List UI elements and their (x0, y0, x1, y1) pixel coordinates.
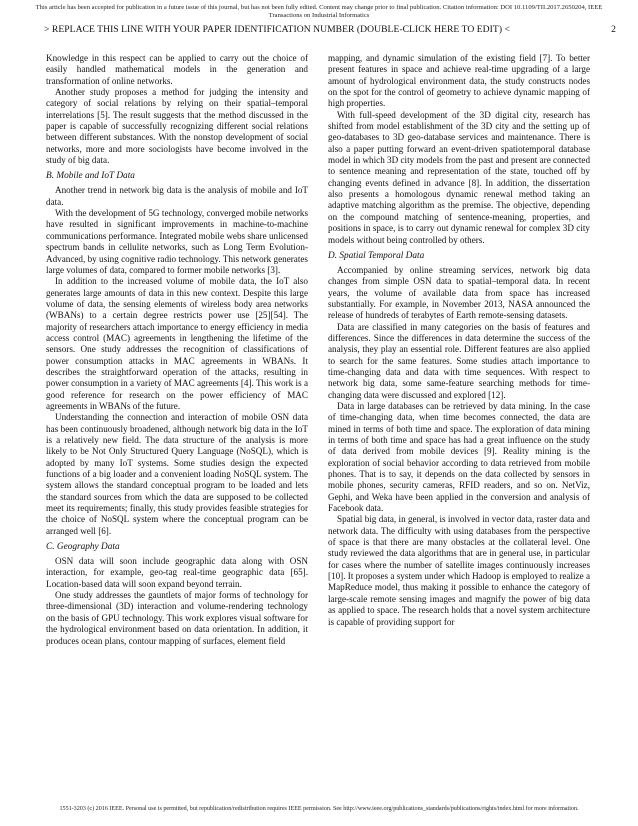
publication-notice-line-2: Transactions on Industrial Informatics (268, 12, 370, 20)
paragraph: One study addresses the gauntlets of major forms of technology for three-dimensional (3D) interaction and volume-rendering technology on the basis of GPU technology. This work explores visual software for the hydrological environment based on data orientation. In addition, it produces ocean plans, contour mapping of surfaces, element field (46, 590, 308, 646)
paragraph: mapping, and dynamic simulation of the existing field [7]. To better present features in space and achieve real-time upgrading of a large amount of hydrological environment data, the study constructs nodes on the spot for the control of geometry to achieve dynamic mapping of high properties. (328, 53, 590, 109)
paragraph: Spatial big data, in general, is involved in vector data, raster data and network data. The difficulty with using databases from the perspective of space is that there are many obstacles at the collateral level. One study reviewed the data algorithms that are in general use, in particular for cases where the number of satellite images continuously increases [10]. It proposes a system under which Hadoop is employed to realize a MapReduce model, thus making it possible to enhance the category of large-scale remote sensing images and magnify the power of big data as applied to space. The research holds that a novel system architecture is capable of providing support for (328, 514, 590, 627)
running-header (44, 24, 616, 35)
section-heading-geography: C. Geography Data (46, 542, 120, 553)
paragraph: With the development of 5G technology, converged mobile networks have resulted in significant improvements in machine-to-machine communications performance. Integrated mobile webs share unlicensed spectrum bands in cellulite networks, such as Long Term Evolution-Advanced, by using cognitive radio technology. This network generates large volumes of data, compared to former mobile networks [3]. (46, 208, 308, 275)
right-column (328, 53, 590, 628)
paragraph: OSN data will soon include geographic data along with OSN interaction, for example, geo-tag real-time geographic data [65]. Location-based data will soon expand beyond terrain. (46, 556, 308, 589)
page-number: 2 (611, 24, 616, 35)
paragraph: Knowledge in this respect can be applied to carry out the choice of easily handled mathematical models in the generation and transformation of online networks. (46, 53, 308, 86)
paragraph: With full-speed development of the 3D digital city, research has shifted from model establishment of the 3D city and the setting up of geo-databases to 3D geo-database services and maintenance. There is also a paper putting forward an event-driven spatiotemporal database model in which 3D city models from the past and present are connected to sentence meaning and representation of the state, touched off by changing events defined in advance [8]. In addition, the dissertation also presents a homologous dynamic renewal method taking an adaptive matching algorithm as the premise. The objective, depending on the compound matching of sentence-meaning, properties, and positions in space, is to carry out dynamic renewal for complex 3D city models without being controlled by others. (328, 109, 591, 245)
paragraph: In addition to the increased volume of mobile data, the IoT also generates large amounts of data in this new context. Despite this large volume of data, the sensing elements of wireless body area networks (WBANs) to a certain degree restricts power use [25][54]. The majority of researchers attach importance to energy efficiency in media access control (MAC) agreements in lengthening the lifetime of the sensors. One study addresses the recognition of classifications of power consumption attacks in MAC agreements in WBANs. It describes the straightforward operation of the attacks, resulting in power consumption in a variety of MAC agreements [4]. This work is a good reference for research on the power efficiency of MAC agreements in WBANs of the future. (46, 276, 308, 411)
publication-notice (20, 4, 618, 20)
paragraph: Data are classified in many categories on the basis of features and differences. Since the differences in data determine the success of the analysis, they play an essential role. Different features are also applied to search for the same features. Some studies attach importance to time-changing data and data with time sequences. With respect to network big data, some same-feature searching methods for time-changing data were discussed and explored [12]. (328, 321, 590, 400)
section-heading-spatial-temporal: D. Spatial Temporal Data (328, 250, 425, 261)
paragraph: Data in large databases can be retrieved by data mining. In the case of time-changing data, when time becomes connected, the data are mined in terms of both time and space. The exploration of data mining in terms of both time and space has had a great influence on the study of data derived from mobile devices [9]. Reality mining is the exploration of social behavior according to data retrieved from mobile phones. That is to say, it depends on the data collected by sensors in mobile phones, security cameras, RFID readers, and so on. NetViz, Gephi, and Weka have been applied in the conversion and analysis of Facebook data. (328, 400, 590, 514)
section-heading-mobile-iot: B. Mobile and IoT Data (46, 171, 135, 182)
publication-notice-line-1: This article has been accepted for publication in a future issue of this journal, but has not been fully edited. Content may change prior to final publication. Citation information: DOI 10.1109/TII.2017.2650204, IEEE (35, 4, 603, 11)
paragraph: Understanding the connection and interaction of mobile OSN data has been continuously broadened, although network big data in the IoT is a relatively new field. The data structure of the analysis is more likely to be Not Only Structured Query Language (NoSQL), which is adopted by many IoT systems. Some studies design the expected functions of a big loader and a convenient loading NoSQL system. The system allows the standard conceptual program to be loaded and lets the standard sources from which the data are supposed to be collected meet its requirements; finally, this study provides feasible strategies for the choice of NoSQL system where the conceptual program can be arranged well [6]. (46, 412, 308, 536)
paragraph: Another study proposes a method for judging the intensity and category of social relations by relying on their spatial–temporal interrelations [5]. The result suggests that the method discussed in the paper is capable of successfully recognizing different social relations between different substances. With the nonstop development of social networks, more and more sociologists have become involved in the study of big data. (46, 87, 308, 166)
paragraph: Accompanied by online streaming services, network big data changes from simple OSN data to spatial–temporal data. In recent years, the volume of available data from space has increased substantially. For example, in November 2013, NASA announced the release of hundreds of terabytes of Earth remote-sensing datasets. (328, 264, 590, 321)
copyright-footer: 1551-3203 (c) 2016 IEEE. Personal use is permitted, but republication/redistribution requires IEEE permission. See http://www.ieee.org/publications_standards/publications/rights/index.html for more information. (59, 806, 579, 812)
left-column (46, 53, 308, 647)
header-placeholder-text: > REPLACE THIS LINE WITH YOUR PAPER IDENTIFICATION NUMBER (DOUBLE-CLICK HERE TO EDIT) < (44, 24, 510, 35)
paragraph: Another trend in network big data is the analysis of mobile and IoT data. (46, 185, 308, 207)
